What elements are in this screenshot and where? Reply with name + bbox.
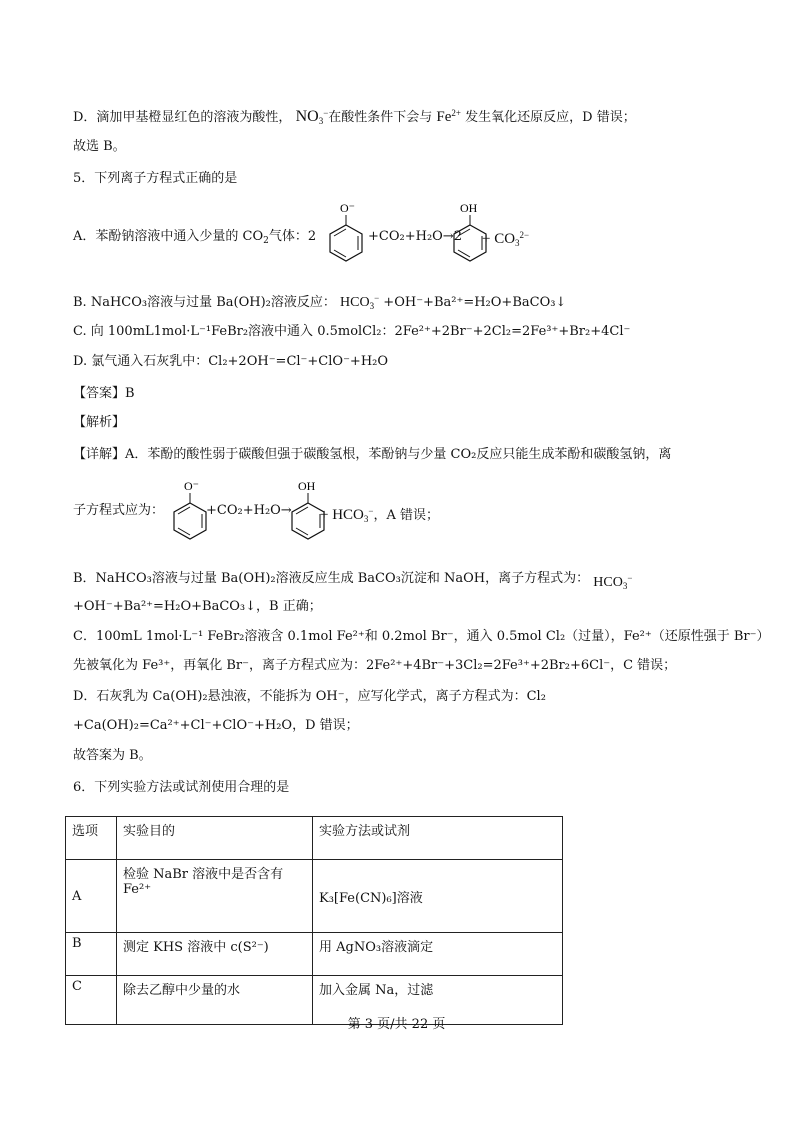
detail-a-line2: 子方程式应为： [73, 503, 165, 518]
table-header-row [66, 817, 563, 860]
page-footer: 第 3 页/共 22 页 [347, 1017, 446, 1032]
phenoxide-structure [322, 200, 368, 270]
detail-c-line2: 先被氧化为 Fe³⁺，再氧化 Br⁻，离子方程式应为：2Fe²⁺+4Br⁻+3Cl₂=2Fe³⁺+2Br₂+6Cl⁻，C 错误； [73, 658, 677, 673]
q5-option-b: B. NaHCO₃溶液与过量 Ba(OH)₂溶液反应： $HCO_3^-$ +OH⁻+Ba²⁺=H₂O+BaCO₃↓ [73, 293, 567, 311]
row-option: C [66, 976, 117, 1025]
row-method: K₃[Fe(CN)₆]溶液 [313, 860, 563, 933]
q5-stem: 5．下列离子方程式正确的是 [73, 171, 238, 186]
row-purpose: 检验 NaBr 溶液中是否含有 Fe²⁺ [117, 860, 313, 933]
svg-text:OH: OH [460, 201, 478, 215]
prev-option-d: D．滴加甲基橙显红色的溶液为酸性， $NO_3^-$在酸性条件下会与 $Fe^{2+}$ 发生氧化还原反应，D 错误； [73, 108, 636, 126]
detail-d-line1: D．石灰乳为 Ca(OH)₂悬浊液，不能拆为 OH⁻，应写化学式，离子方程式为：Cl₂ [73, 689, 546, 704]
detail-a-line1: 【详解】A．苯酚的酸性弱于碳酸但强于碳酸氢根，苯酚钠与少量 CO₂反应只能生成苯酚和碳酸氢钠，离 [73, 447, 672, 462]
row-option: A [66, 860, 117, 933]
q5-conclusion: 故答案为 B。 [73, 748, 152, 763]
header-method: 实验方法或试剂 [313, 817, 563, 860]
q6-stem: 6．下列实验方法或试剂使用合理的是 [73, 780, 290, 795]
row-method: 加入金属 Na，过滤 [313, 976, 563, 1025]
q5-option-c: C. 向 100mL1mol·L⁻¹FeBr₂溶液中通入 0.5molCl₂：2Fe²⁺+2Br⁻+2Cl₂=2Fe³⁺+Br₂+4Cl⁻ [73, 324, 631, 339]
table-row [66, 860, 563, 933]
svg-text:O⁻: O⁻ [184, 479, 199, 493]
table-row [66, 933, 563, 976]
carbonate-ion: + $CO_3^{2-}$ [482, 230, 530, 248]
detail-b-line2: +OH⁻+Ba²⁺=H₂O+BaCO₃↓，B 正确； [73, 599, 322, 614]
row-purpose: 除去乙醇中少量的水 [117, 976, 313, 1025]
detail-a-end: + $HCO_3^-$，A 错误； [320, 506, 439, 524]
detail-b-line1: B．NaHCO₃溶液与过量 Ba(OH)₂溶液反应生成 BaCO₃沉淀和 NaOH，离子方程式为： $HCO_3^-$ [73, 571, 633, 591]
header-option: 选项 [66, 817, 117, 860]
prev-conclusion: 故选 B。 [73, 139, 126, 154]
q5-option-a: A．苯酚钠溶液中通入少量的 $CO_2$气体：2 [73, 229, 317, 246]
row-option: B [66, 933, 117, 976]
row-method: 用 AgNO₃溶液滴定 [313, 933, 563, 976]
options-table [65, 816, 563, 1025]
q5-option-d: D. 氯气通入石灰乳中：Cl₂+2OH⁻=Cl⁻+ClO⁻+H₂O [73, 354, 389, 369]
answer-label: 【答案】B [73, 386, 135, 401]
svg-text:OH: OH [298, 479, 316, 493]
detail-c-line1: C．100mL 1mol·L⁻¹ FeBr₂溶液含 0.1mol Fe²⁺和 0.2mol Br⁻，通入 0.5mol Cl₂（过量），Fe²⁺（还原性强于 Br⁻） [73, 629, 770, 644]
header-purpose: 实验目的 [117, 817, 313, 860]
detail-d-line2: +Ca(OH)₂=Ca²⁺+Cl⁻+ClO⁻+H₂O，D 错误； [73, 718, 359, 733]
q5-option-a-mid: +CO₂+H₂O→2 [368, 229, 462, 244]
row-purpose: 测定 KHS 溶液中 c(S²⁻) [117, 933, 313, 976]
analysis-label: 【解析】 [73, 415, 126, 430]
svg-text:O⁻: O⁻ [340, 201, 355, 215]
detail-a-mid: +CO₂+H₂O→ [206, 503, 292, 518]
